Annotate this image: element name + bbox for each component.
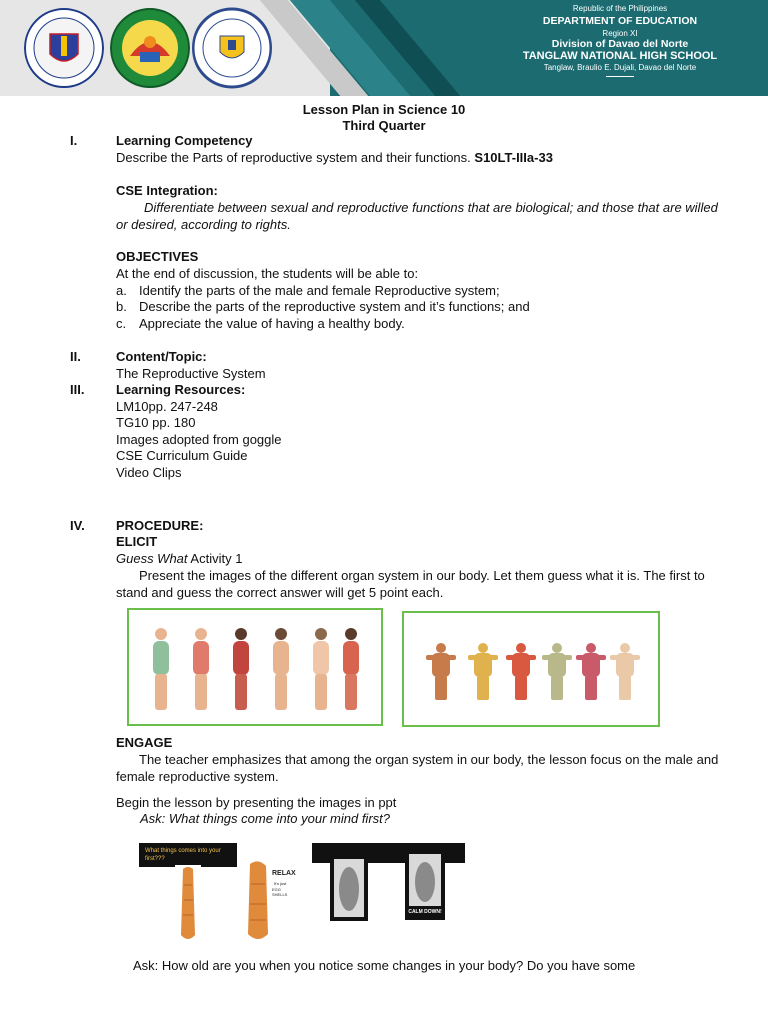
cse-heading: CSE Integration: — [116, 183, 218, 198]
section-numeral: I. — [70, 133, 78, 148]
header-school: TANGLAW NATIONAL HIGH SCHOOL — [522, 50, 718, 62]
resource-item: CSE Curriculum Guide — [116, 448, 248, 463]
school-seal-logo — [192, 6, 272, 90]
header-republic: Republic of the Philippines — [572, 4, 668, 13]
objective-item — [116, 299, 530, 314]
content-topic: The Reproductive System — [116, 366, 266, 381]
objective-text: Identify the parts of the male and female Reproductive system; — [139, 283, 500, 298]
ppt-caption-1: What things comes into your first??? — [145, 848, 221, 862]
hairy-fruit-icon — [409, 854, 441, 906]
kiwi-image-1 — [330, 855, 368, 921]
section-heading: Learning Competency — [116, 133, 253, 148]
body-figures-female — [129, 610, 381, 724]
kiwi-image-2-inner — [409, 854, 441, 906]
cse-text: Differentiate between sexual and reproductive functions that are biological; and those that are willed or desired, according to rights. — [116, 200, 718, 232]
activity-title — [116, 551, 242, 566]
activity-number: Activity 1 — [187, 551, 243, 566]
lesson-title: Lesson Plan in Science 10 — [302, 102, 466, 117]
kiwi-image-2 — [405, 850, 445, 920]
objectives-intro: At the end of discussion, the students will be able to: — [116, 266, 419, 281]
competency-code: S10LT-IIIa-33 — [474, 150, 553, 165]
ask-question-2: Ask: How old are you when you notice some changes in your body? Do you have some — [133, 958, 636, 973]
competency-line — [116, 150, 553, 165]
objective-text: Appreciate the value of having a healthy body. — [139, 316, 405, 331]
ppt-slide-header-1 — [139, 843, 237, 867]
carrot-icon — [175, 865, 201, 943]
header-region: Region XI — [602, 29, 638, 38]
objective-text: Describe the parts of the reproductive system and it’s functions; and — [139, 299, 530, 314]
header-address: Tanglaw, Braulio E. Dujali, Davao del Norte — [543, 63, 697, 72]
header-department: DEPARTMENT OF EDUCATION — [542, 15, 698, 27]
organ-systems-image-2 — [402, 611, 660, 727]
objective-letter: c. — [116, 316, 127, 331]
carrot-image-1 — [175, 865, 201, 943]
content-heading: Content/Topic: — [116, 349, 207, 364]
objective-letter: a. — [116, 283, 127, 298]
kiwi-image-1-inner — [334, 859, 364, 917]
header-division: Division of Davao del Norte — [551, 38, 689, 50]
resource-item: Video Clips — [116, 465, 182, 480]
objective-item — [116, 316, 405, 331]
body-figures-male — [404, 613, 658, 725]
objective-letter: b. — [116, 299, 127, 314]
ppt-caption-2b: It's just — [274, 881, 287, 886]
lesson-quarter: Third Quarter — [342, 118, 426, 133]
objectives-heading: OBJECTIVES — [116, 249, 199, 264]
ppt-caption-2: RELAX — [272, 870, 296, 877]
begin-text: Begin the lesson by presenting the images in ppt — [116, 795, 397, 810]
elicit-text: Present the images of the different organ system in our body. Let them guess what it is. The first to stand and guess the correct answer will get 5 point each. — [116, 568, 705, 600]
header-banner — [0, 0, 768, 96]
ask-question-1: Ask: What things come into your mind first? — [140, 811, 390, 826]
procedure-heading: PROCEDURE: — [116, 518, 204, 533]
engage-text: The teacher emphasizes that among the organ system in our body, the lesson focus on the male and female reproductive system. — [116, 752, 719, 784]
section-numeral: IV. — [70, 518, 85, 533]
resource-item: TG10 pp. 180 — [116, 415, 196, 430]
resources-heading: Learning Resources: — [116, 382, 246, 397]
ppt-caption-3: CALM DOWN! — [408, 909, 442, 915]
resource-item: Images adopted from goggle — [116, 432, 282, 447]
section-numeral: II. — [70, 349, 81, 364]
elicit-heading: ELICIT — [116, 534, 158, 549]
objective-item — [116, 283, 500, 298]
activity-name: Guess What — [116, 551, 188, 566]
division-seal-logo — [110, 6, 190, 90]
resource-item: LM10pp. 247-248 — [116, 399, 218, 414]
engage-heading: ENGAGE — [116, 735, 173, 750]
deped-seal-logo — [24, 6, 104, 90]
carrot-image-2 — [240, 860, 294, 942]
section-numeral: III. — [70, 382, 85, 397]
competency-text: Describe the Parts of reproductive system and their functions. — [116, 150, 471, 165]
hairy-fruit-icon — [334, 859, 364, 917]
ppt-caption-2c: EGG SHELLS — [272, 887, 288, 897]
organ-systems-image-1 — [127, 608, 383, 726]
header-underline — [606, 76, 634, 77]
